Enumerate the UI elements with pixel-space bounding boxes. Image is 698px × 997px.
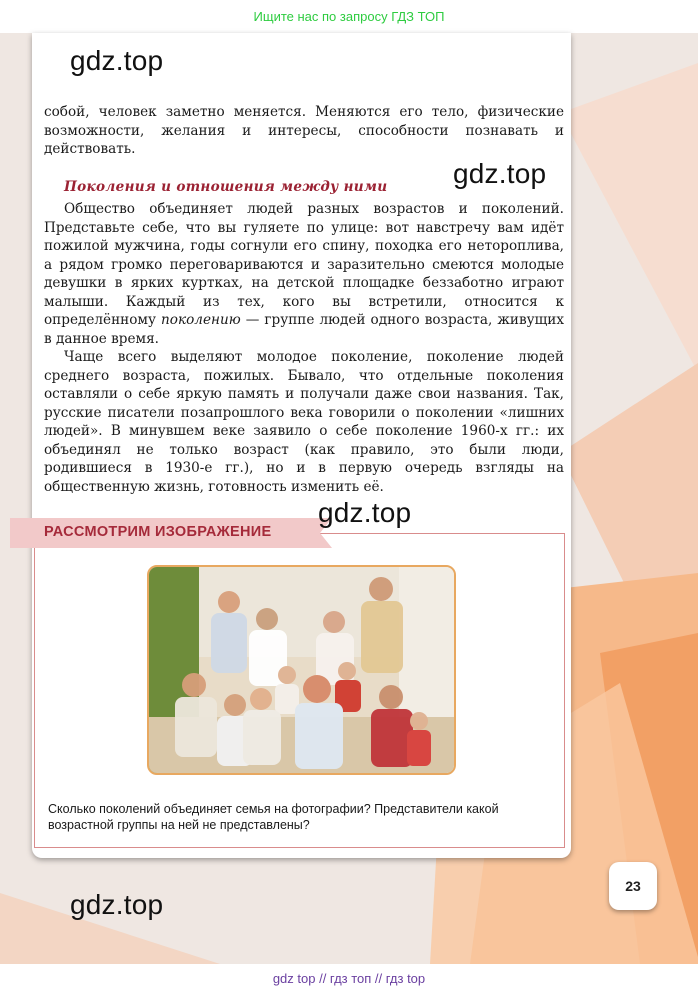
- intro-text: собой, человек заметно меняется. Меняются его тело, физические возможности, желания и интересы, способности познавать и действовать.: [44, 104, 564, 157]
- bottom-banner[interactable]: gdz top // гдз топ // гдз top: [0, 964, 698, 997]
- page-number: 23: [609, 862, 657, 910]
- watermark: gdz.top: [70, 45, 164, 76]
- watermark: gdz.top: [70, 889, 164, 920]
- main-text: [44, 200, 564, 496]
- family-photo: [147, 565, 456, 775]
- top-banner[interactable]: Ищите нас по запросу ГДЗ ТОП: [0, 0, 698, 33]
- paragraph-named-generations: Чаще всего выделяют молодое поколение, поколение людей среднего возраста, пожилых. Бывало, что отдельные поколения оставляли о себе яркую память и получали даже свои названия. Так, русские писатели позапрошлого века говорили о поколении «лишних людей». В минувшем веке заявило о себе поколение 1960-х гг.: их объединял не только возраст (как правило, это были люди, родившиеся в 1930-е гг.), но и в первую очередь взгляды на общественную жизнь, готовность изменить её.: [44, 349, 564, 495]
- emphasized-term: поколению: [161, 312, 241, 328]
- paragraph-text: — группе людей одного возраста, живущих в данное время.: [44, 312, 564, 347]
- image-section-title: РАССМОТРИМ ИЗОБРАЖЕНИЕ: [44, 524, 272, 540]
- watermark: gdz.top: [453, 158, 547, 189]
- intro-paragraph: [44, 103, 564, 159]
- section-heading: Поколения и отношения между ними: [64, 179, 388, 195]
- image-question: Сколько поколений объединяет семья на фотографии? Представители какой возрастной группы на ней не представлены?: [48, 802, 499, 832]
- paragraph-text: Общество объединяет людей разных возрастов и поколений. Представьте себе, что вы гуляете по улице: вот навстречу вам идёт пожилой мужчина, годы согнули его спину, походка его неторопливa, а рядом громко переговариваются и заразительно смеются молодые девушки в ярких куртках, на детской площадке беззаботно играют малыши. Каждый из тех, кого вы встретили, относится к определённому: [44, 201, 564, 328]
- paragraph-generations: [44, 200, 564, 348]
- watermark: gdz.top: [318, 497, 412, 528]
